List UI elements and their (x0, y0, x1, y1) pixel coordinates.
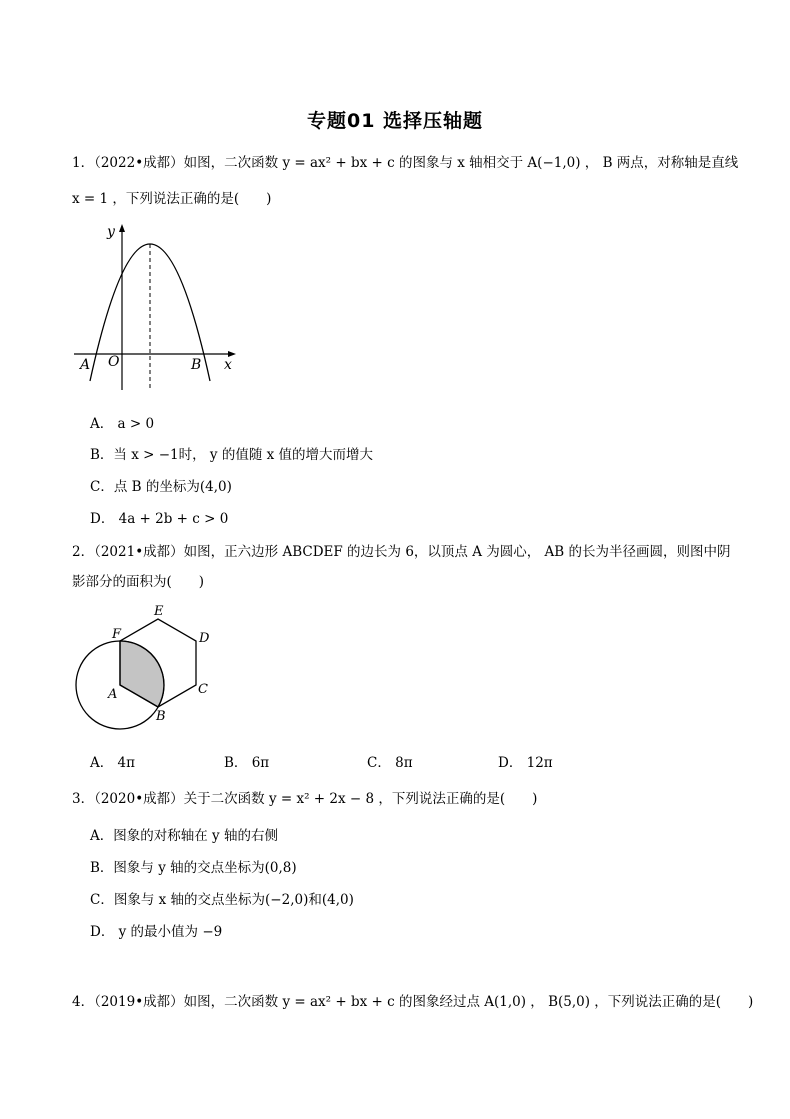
q2-label-A: A (108, 687, 118, 702)
q3-stem-line1: 3．（2020•成都）关于二次函数 y = x² + 2x − 8 ，下列说法正确的是( ) (72, 791, 538, 807)
q1-label-x: x (224, 357, 232, 373)
q1-label-A: A (80, 357, 91, 373)
q2-label-D: D (199, 631, 210, 646)
q1-stem-line1: 1．（2022•成都）如图，二次函数 y = ax² + bx + c 的图象与 x 轴相交于 A(−1,0) ， B 两点，对称轴是直线 (72, 155, 739, 171)
q3-option-b: B．图象与 y 轴的交点坐标为(0,8) (90, 860, 297, 876)
q2-option-d: D． 12π (498, 755, 553, 771)
q3-option-d: D． y 的最小值为 −9 (90, 924, 223, 940)
q1-label-y: y (107, 224, 115, 240)
q1-stem-line2: x = 1 ，下列说法正确的是( ) (72, 191, 272, 207)
q1-option-a: A． a > 0 (90, 416, 155, 432)
q1-parabola-figure (70, 222, 240, 394)
q3-option-a: A．图象的对称轴在 y 轴的右侧 (90, 828, 278, 844)
q2-label-B: B (156, 709, 166, 724)
q2-label-F: F (112, 627, 122, 642)
q2-option-c: C． 8π (367, 755, 413, 771)
q4-stem-line1: 4．（2019•成都）如图，二次函数 y = ax² + bx + c 的图象经过点 A(1,0) ， B(5,0) ，下列说法正确的是( ) (72, 994, 754, 1010)
q2-option-a: A． 4π (90, 755, 136, 771)
q1-option-b: B．当 x > −1时， y 的值随 x 值的增大而增大 (90, 447, 374, 463)
q1-label-B: B (191, 357, 202, 373)
q2-label-C: C (198, 682, 208, 697)
q1-option-c: C．点 B 的坐标为(4,0) (90, 479, 232, 495)
q1-label-O: O (108, 354, 120, 370)
q1-option-d: D． 4a + 2b + c > 0 (90, 511, 229, 527)
page-title: 专题01 选择压轴题 (306, 110, 484, 132)
q2-stem-line2: 影部分的面积为( ) (72, 574, 205, 590)
q3-option-c: C．图象与 x 轴的交点坐标为(−2,0)和(4,0) (90, 892, 354, 908)
q2-label-E: E (154, 604, 164, 619)
q2-stem-line1: 2．（2021•成都）如图，正六边形 ABCDEF 的边长为 6，以顶点 A 为圆心， AB 的长为半径画圆，则图中阴 (72, 544, 731, 560)
q2-hexagon-figure (70, 600, 220, 730)
q2-option-b: B． 6π (224, 755, 270, 771)
